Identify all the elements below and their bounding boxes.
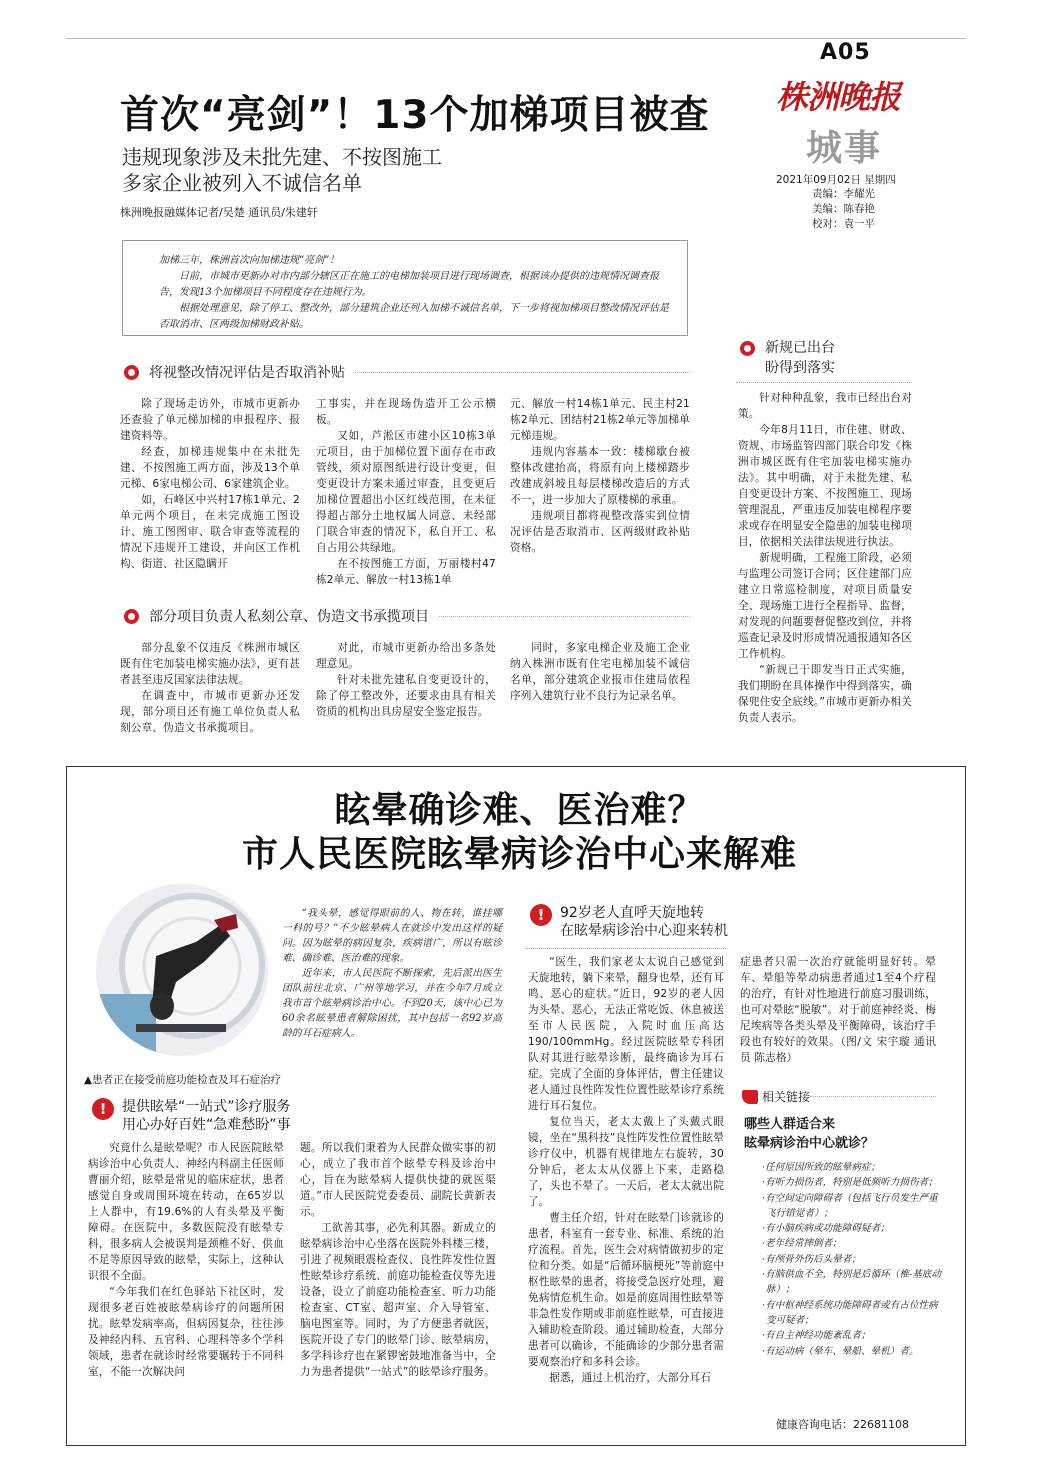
section-head-1 (124, 362, 690, 382)
section-head-text: 将视整改情况评估是否取消补贴 (149, 365, 345, 381)
tag-icon (742, 1090, 758, 1104)
proofreader-credit: 校对：袁一平 (812, 218, 875, 230)
story2-subhead-a (92, 1098, 332, 1134)
list-item: ·有运动病（晕车、晕船、晕机）者。 (762, 1345, 919, 1357)
subheadline-1: 违规现象涉及未批先建、不按图施工 (122, 145, 442, 169)
bullet-ring-icon (740, 341, 755, 356)
article-column (120, 396, 300, 572)
designer-credit: 美编：陈春艳 (812, 203, 875, 215)
list-item: ·有脑供血不全，特别是后循环（椎-基底动脉）； (762, 1269, 941, 1296)
story2-subhead-b (530, 904, 750, 940)
paragraph: 又如，芦淞区市建小区10栋3单元项目，由于加梯位置下面存在市政管线，须对原图纸进行设计变更，但变更设计方案未通过审查，且变更后加梯位置超出小区红线范围，在未征得超占部分土地权属人同意、未经部门联合审查的情况下，私自开工、私自占用公共绿地。 (316, 430, 496, 554)
article-column (740, 954, 936, 1066)
divider (526, 948, 726, 949)
paragraph: 部分乱象不仅违反《株洲市城区既有住宅加装电梯实施办法》，更有甚者甚至违反国家法律法规。 (120, 642, 300, 686)
subhead-line: 在眩晕病诊治中心迎来转机 (560, 923, 728, 939)
paragraph: “医生，我们家老太太说自己感觉到天旋地转，躺下来晕，翻身也晕，还有耳鸣、恶心的症状。”近日，92岁的老人因为头晕、恶心，无法正常吃饭、休息被送至市人民医院，入院时血压高达190/100mmHg。经过医院眩晕专科团队对其进行眩晕诊断，最终确诊为耳石症。完成了全面的身体评估，曹主任建议老人通过良性阵发性位置性眩晕诊疗系统进行耳石复位。 (528, 956, 724, 1112)
divider (736, 382, 912, 383)
paragraph: 元、解放一村14栋1单元、民主村21栋2单元、团结村21栋2单元等加梯单元梯违规。 (510, 398, 690, 442)
exclamation-icon: ! (92, 1098, 114, 1120)
page-number: A05 (820, 40, 871, 65)
list-item: ·有中枢神经系统功能障碍者或有占位性病变可疑者； (762, 1299, 938, 1326)
list-item: ·老年经常摔倒者； (762, 1238, 842, 1250)
subhead-line: 92岁老人直呼天旋地转 (560, 905, 704, 921)
headline-story1: 首次“亮剑”！13个加梯项目被查 (120, 93, 710, 138)
photo-caption: ▲患者正在接受前庭功能检查及耳石症治疗 (84, 1074, 282, 1086)
article-column (528, 954, 724, 1386)
quote-block (282, 906, 502, 1041)
paragraph: 究竟什么是眩晕呢？市人民医院眩晕病诊治中心负责人、神经内科副主任医师曹丽介绍，眩晕是常见的临床症状，患者感觉自身或周围环境在转动，在65岁以上人群中，有19.6%的人有头晕及平衡障碍。在医院中，多数医院没有眩晕专科，很多病人会被误判是颈椎不好、供血不足等原因导致的眩晕，实际上，这种认识很不全面。 (88, 1142, 284, 1282)
article-column (510, 640, 690, 704)
quote-paragraph: 近年来，市人民医院不断探索，先后派出医生团队前往北京、广州等地学习，并在今年7月成立我市首个眩晕病诊治中心。不到20天，该中心已为60余名眩晕患者解除困扰，其中包括一名92岁高龄的耳石症病人。 (282, 968, 502, 1039)
paragraph: 工事实，并在现场伪造开工公示横板。 (316, 398, 496, 426)
article-column (510, 396, 690, 556)
lead-paragraph: 根据处理意见，除了停工、整改外，部分建筑企业还列入加梯不诚信名单，下一步将视加梯项目整改情况评估是否取消市、区两级加梯财政补贴。 (159, 303, 669, 330)
paragraph: “新规已于即发当日正式实施，我们期盼在具体操作中得到落实，确保兜住安全底线。”市城市更新办相关负责人表示。 (738, 664, 912, 724)
related-title (744, 1115, 874, 1153)
related-title-line: 眩晕病诊治中心就诊？ (744, 1136, 875, 1151)
paragraph: 曹主任介绍，针对在眩晕门诊就诊的患者，科室有一套专业、标准、系统的治疗流程。首先，医生会对病情做初步的定位和分类。如是“后循环脑梗死”等前庭中枢性眩晕的患者，将接受急医疗处理，避免病情危机生命。如是前庭周围性眩晕等非急性发作期或非前庭性眩晕，可直接进入辅助检查阶段。通过辅助检查，大部分患者可以确诊，不能确诊的少部分患者需要观察治疗和多科会诊。 (528, 1212, 724, 1368)
exclamation-icon: ! (530, 904, 552, 926)
lead-box (122, 240, 688, 336)
related-link-tag (742, 1088, 810, 1105)
paragraph: 如，石峰区中兴村17栋1单元、2单元两个项目，在未完成施工图设计、施工图图审、联合审查等流程的情况下违规开工建设，并向区工作机构、街道、社区隐瞒开 (120, 494, 300, 570)
list-item: ·有颅骨外伤后头晕者； (762, 1253, 861, 1265)
section-name: 城事 (806, 127, 883, 169)
article-column (300, 1140, 496, 1380)
lead-paragraph: 日前，市城市更新办对市内部分辖区正在施工的电梯加装项目进行现场调查，根据该办提供的违规情况调查报告，发现13个加梯项目不同程度存在违规行为。 (159, 271, 659, 298)
article-column (88, 1140, 284, 1380)
bullet-ring-icon (124, 365, 139, 380)
paragraph: 违规内容基本一致：楼梯歇台被整体改建抬高，将原有向上楼梯踏步改建成斜坡且每层楼梯改造后的方式不一，进一步加大了原楼梯的承重。 (510, 446, 690, 506)
article-column (120, 640, 300, 736)
subheadline-2: 多家企业被列入不诚信名单 (122, 171, 362, 195)
divider (439, 616, 690, 617)
quote-paragraph: “我头晕，感觉得眼前的人、物在转，谁挂哪一科的号？”不少眩晕病人在就诊中发出这样的疑问。因为眩晕的病因复杂，疾病谱广，所以有眩诊难、确诊难、医治难的现象。 (282, 908, 502, 964)
list-item: ·有小脑疾病或功能障碍疑者； (762, 1223, 890, 1235)
paragraph: 违规项目都将视整改落实到位情况评估是否取消市、区两级财政补贴资格。 (510, 510, 690, 554)
section-head-2 (124, 606, 690, 626)
paragraph: 在不按图施工方面，万丽楼村47栋2单元、解放一村13栋1单 (316, 558, 496, 586)
headline-story2-line1: 眩晕确诊难、医治难？ (334, 790, 705, 831)
paragraph: 对此，市城市更新办给出多条处理意见。 (316, 642, 496, 670)
sidebar-head (740, 338, 910, 378)
article-column (316, 396, 496, 588)
paragraph: 题。所以我们秉着为人民群众做实事的初心，成立了我市首个眩晕专科及诊治中心，旨在为眩晕病人提供快捷的就医渠道。”市人民医院党委委员、副院长黄新表示。 (300, 1142, 496, 1218)
masthead-logo: 株洲晚报 (776, 78, 901, 116)
subhead-line: 提供眩晕“一站式”诊疗服务 (122, 1099, 291, 1115)
issue-date: 2021年09月02日 星期四 (776, 174, 896, 186)
paragraph: 针对未批先建私自变更设计的，除了停工整改外，还要求由具有相关资质的机构出具房屋安全鉴定报告。 (316, 674, 496, 718)
lead-paragraph: 加梯三年，株洲首次向加梯违规“亮剑”！ (159, 255, 340, 266)
paragraph: 新规明确，工程施工阶段，必须与监理公司签订合同；区住建部门应建立日常巡检制度，对项目质量安全、现场施工进行全程指导、监督，对发现的问题要督促整改到位，并将巡查记录及时形成情况通报通知各区工作机构。 (738, 552, 912, 660)
consult-phone: 健康咨询电话：22681108 (776, 1418, 909, 1431)
paragraph: “今年我们在红色驿站下社区时，发现很多老百姓被眩晕病诊疗的问题所困扰。眩晕发病率高，但病因复杂，往往涉及神经内科、五官科、心理科等多个学科领域，患者在就诊时经常要辗转于不同科室，不能一次解决问 (88, 1286, 284, 1378)
list-item: ·有听力损伤者，特别是低频听力损伤者； (762, 1177, 938, 1189)
paragraph: 今年8月11日，市住建、财政、资规、市场监管四部门联合印发《株洲市城区既有住宅加装电梯实施办法》。其中明确，对于未批先建、私自变更设计方案、不按图施工、现场管理混乱，严重违反加装电梯程序要求或存在明显安全隐患的加装电梯项目，依据相关法律法规进行执法。 (738, 424, 912, 548)
editor-credit: 责编：李耀光 (812, 188, 875, 200)
paragraph: 据悉，通过上机治疗，大部分耳石 (549, 1372, 712, 1384)
paragraph: 针对种种乱象，我市已经出台对策。 (738, 392, 912, 420)
list-item: ·任何原因所致的眩晕病症； (762, 1162, 881, 1173)
patient-photo (96, 884, 268, 1056)
section-head-text: 部分项目负责人私刻公章、伪造文书承揽项目 (149, 609, 429, 625)
tag-label: 相关链接 (762, 1090, 811, 1104)
divider (355, 372, 690, 373)
paragraph: 工欲善其事，必先利其器。新成立的眩晕病诊治中心坐落在医院外科楼三楼，引进了视频眼震检查仪、良性阵发性位置性眩晕诊疗系统、前庭功能检查仪等先进设备，设立了前庭功能检查室、听力功能检查室、CT室、超声室、介入导管室、脑电图室等。同时，为了方便患者就医，医院开设了专门的眩晕门诊、眩晕病房，多学科诊疗也在紧锣密鼓地准备当中，全力为患者提供“一站式”的眩晕诊疗服务。 (300, 1222, 496, 1378)
sidebar-column (738, 390, 912, 726)
list-item: ·有空间定向障碍者（包括飞行员发生严重飞行错觉者）； (762, 1192, 938, 1219)
sidebar-head-line2: 盼得到落实 (765, 360, 835, 376)
headline-story2-line2: 市人民医院眩晕病诊治中心来解难 (241, 834, 797, 875)
suitable-groups-list (752, 1160, 946, 1359)
divider (810, 1096, 936, 1097)
paragraph: 复位当天，老太太戴上了头戴式眼镜，坐在“黑科技”良性阵发性位置性眩晕诊疗仪中，机器有规律地左右旋转，30分钟后，老太太从仪器上下来，走路稳了，头也不晕了。一天后，老太太就出院了。 (528, 1116, 724, 1208)
byline: 株洲晚报融媒体记者/吴楚 通讯员/朱建轩 (120, 206, 318, 219)
article-column (316, 640, 496, 720)
paragraph: 症患者只需一次治疗就能明显好转。晕车、晕船等晕动病患者通过1至4个疗程的治疗，有针对性地进行前庭习服训练，也可对晕眩“脱敏”。对于前庭神经炎、梅尼埃病等各类头晕及平衡障碍，该治疗手段也有较好的效果。（图/文 宋宇璇 通讯员 陈志格） (740, 956, 936, 1064)
bullet-ring-icon (124, 609, 139, 624)
sidebar-head-line1: 新规已出台 (765, 340, 835, 356)
paragraph: 除了现场走访外，市城市更新办还查验了单元梯加梯的申报程序、报建资料等。 (120, 398, 300, 442)
list-item: ·有自主神经功能紊乱者； (762, 1330, 871, 1342)
paragraph: 同时，多家电梯企业及施工企业纳入株洲市既有住宅电梯加装不诚信名单，部分建筑企业报市住建局依程序列入建筑行业不良行为记录名单。 (510, 642, 690, 702)
subhead-line: 用心办好百姓“急难愁盼”事 (122, 1117, 291, 1133)
top-rule (66, 38, 966, 39)
paragraph: 经查，加梯违规集中在未批先建、不按图施工两方面，涉及13个单元梯、6家电梯公司、6家建筑企业。 (120, 446, 300, 490)
related-title-line: 哪些人群适合来 (744, 1117, 836, 1132)
paragraph: 在调查中，市城市更新办还发现，部分项目还有施工单位负责人私刻公章、伪造文书承揽项目。 (120, 690, 300, 734)
